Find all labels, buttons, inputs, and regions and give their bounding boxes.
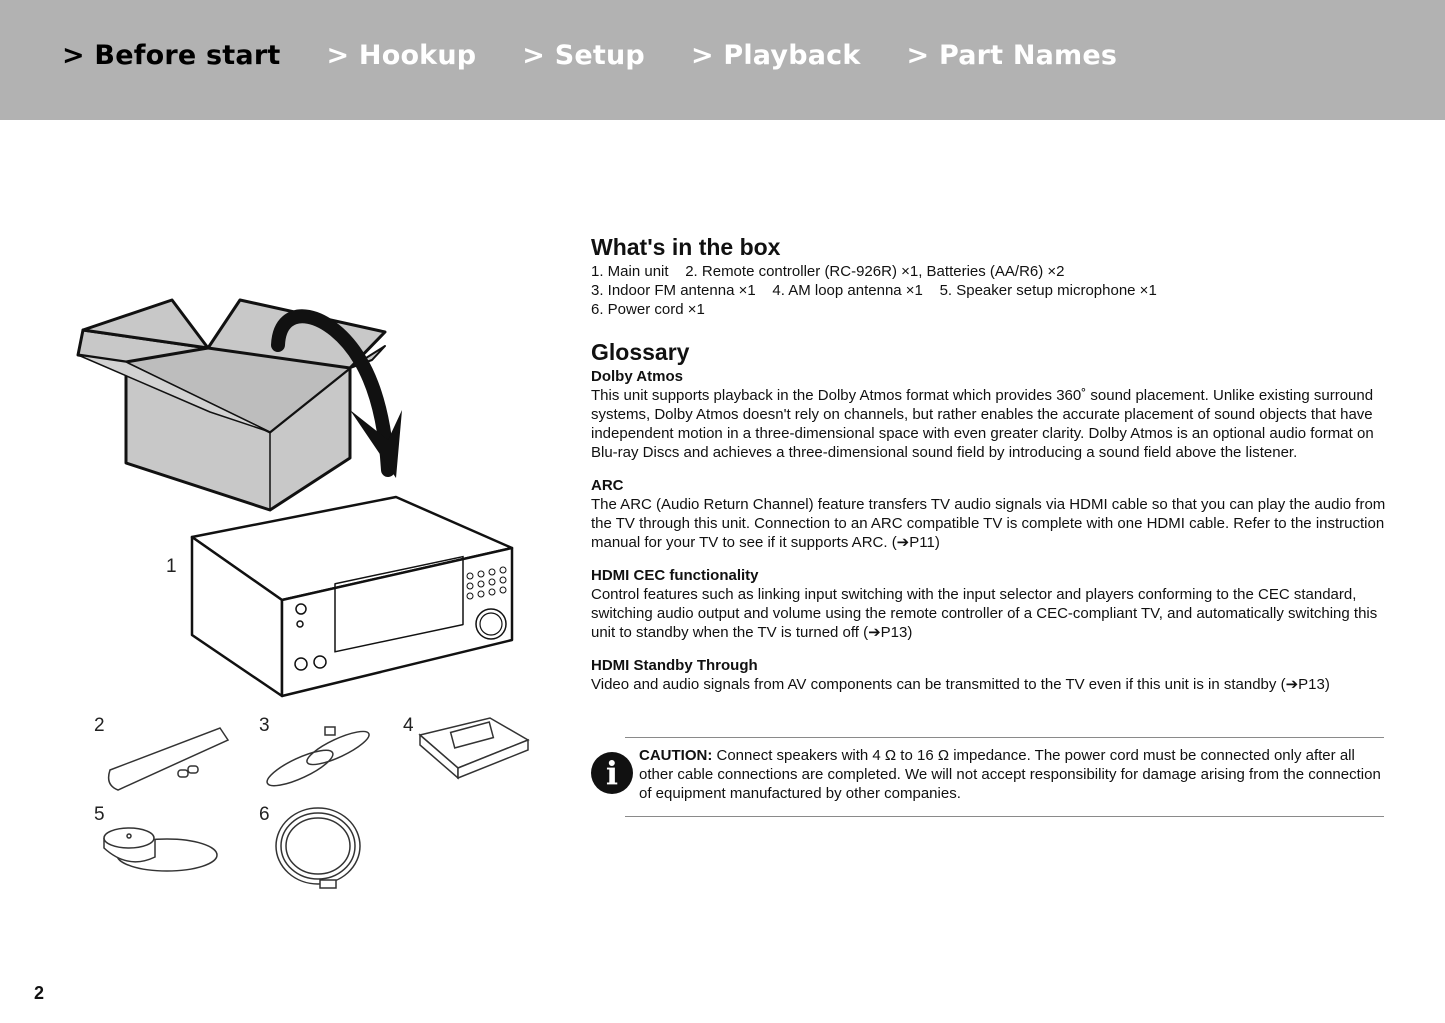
item-number-4: 4	[403, 715, 414, 736]
info-icon: i	[591, 752, 633, 794]
glossary-definition-hdmi-standby: Video and audio signals from AV components can be transmitted to the TV even if this unit is in standby (➔P13)	[591, 676, 1330, 693]
box-contents-line: 6. Power cord ×1	[591, 301, 705, 318]
item-number-6: 6	[259, 804, 270, 825]
power-cord-icon	[276, 808, 360, 888]
caution-text	[639, 746, 1384, 803]
nav-playback[interactable]: > Playback	[690, 40, 861, 71]
item-number-2: 2	[94, 715, 105, 736]
glossary-term-arc: ARC	[591, 477, 624, 494]
whats-in-box-heading: What's in the box	[591, 234, 781, 260]
nav-part-names[interactable]: > Part Names	[906, 40, 1118, 71]
speaker-setup-microphone-icon	[104, 828, 217, 871]
glossary-definition-dolby-atmos: This unit supports playback in the Dolby Atmos format which provides 360˚ sound placement. Unlike existing surround systems, Dolby Atmos doesn't rely on channels, but rather enables the accurate placement of sound objects that have independent motion in a three-dimensional space with even greater clarity. Dolby Atmos is an optional audio format on Blu-ray Discs and achieves a three-dimensional sound field by introducing a sound field above the listener.	[591, 387, 1374, 461]
main-unit-icon	[192, 497, 512, 696]
am-loop-antenna-icon	[420, 718, 528, 778]
main-content	[591, 232, 1391, 708]
caution-body: Connect speakers with 4 Ω to 16 Ω impedance. The power cord must be connected only after all other cable connections are completed. We will not accept responsibility for damage arising from the connection of equipment manufactured by other companies.	[639, 747, 1381, 802]
glossary-definition-arc: The ARC (Audio Return Channel) feature transfers TV audio signals via HDMI cable so that you can play the audio from the TV through this unit. Connection to an ARC compatible TV is complete with one HDMI cable. Refer to the instruction manual for your TV to see if it supports ARC. (➔P11)	[591, 496, 1386, 551]
item-number-5: 5	[94, 804, 105, 825]
glossary-definition-hdmi-cec: Control features such as linking input switching with the input selector and players conforming to the CEC standard, switching audio output and volume using the remote controller of a CEC-compliant TV, and automatically switching this unit to standby when the TV is turned off (➔P13)	[591, 586, 1378, 641]
nav-before-start[interactable]: > Before start	[62, 40, 281, 71]
glossary-heading: Glossary	[591, 339, 690, 365]
caution-box	[625, 737, 1384, 817]
nav-setup[interactable]: > Setup	[522, 40, 645, 71]
nav-hookup[interactable]: > Hookup	[326, 40, 477, 71]
box-contents-line: 3. Indoor FM antenna ×1 4. AM loop antenna ×1 5. Speaker setup microphone ×1	[591, 282, 1157, 299]
caution-label: CAUTION:	[639, 747, 713, 764]
item-number-3: 3	[259, 715, 270, 736]
package-contents-illustration	[0, 0, 560, 920]
fm-antenna-icon	[263, 725, 372, 792]
remote-controller-icon	[109, 728, 228, 790]
glossary-term-hdmi-standby: HDMI Standby Through	[591, 657, 758, 674]
glossary-term-dolby-atmos: Dolby Atmos	[591, 368, 683, 385]
item-number-1: 1	[166, 556, 177, 577]
glossary-term-hdmi-cec: HDMI CEC functionality	[591, 567, 759, 584]
box-contents-line: 1. Main unit 2. Remote controller (RC-926R) ×1, Batteries (AA/R6) ×2	[591, 263, 1065, 280]
page-number: 2	[34, 983, 45, 1003]
